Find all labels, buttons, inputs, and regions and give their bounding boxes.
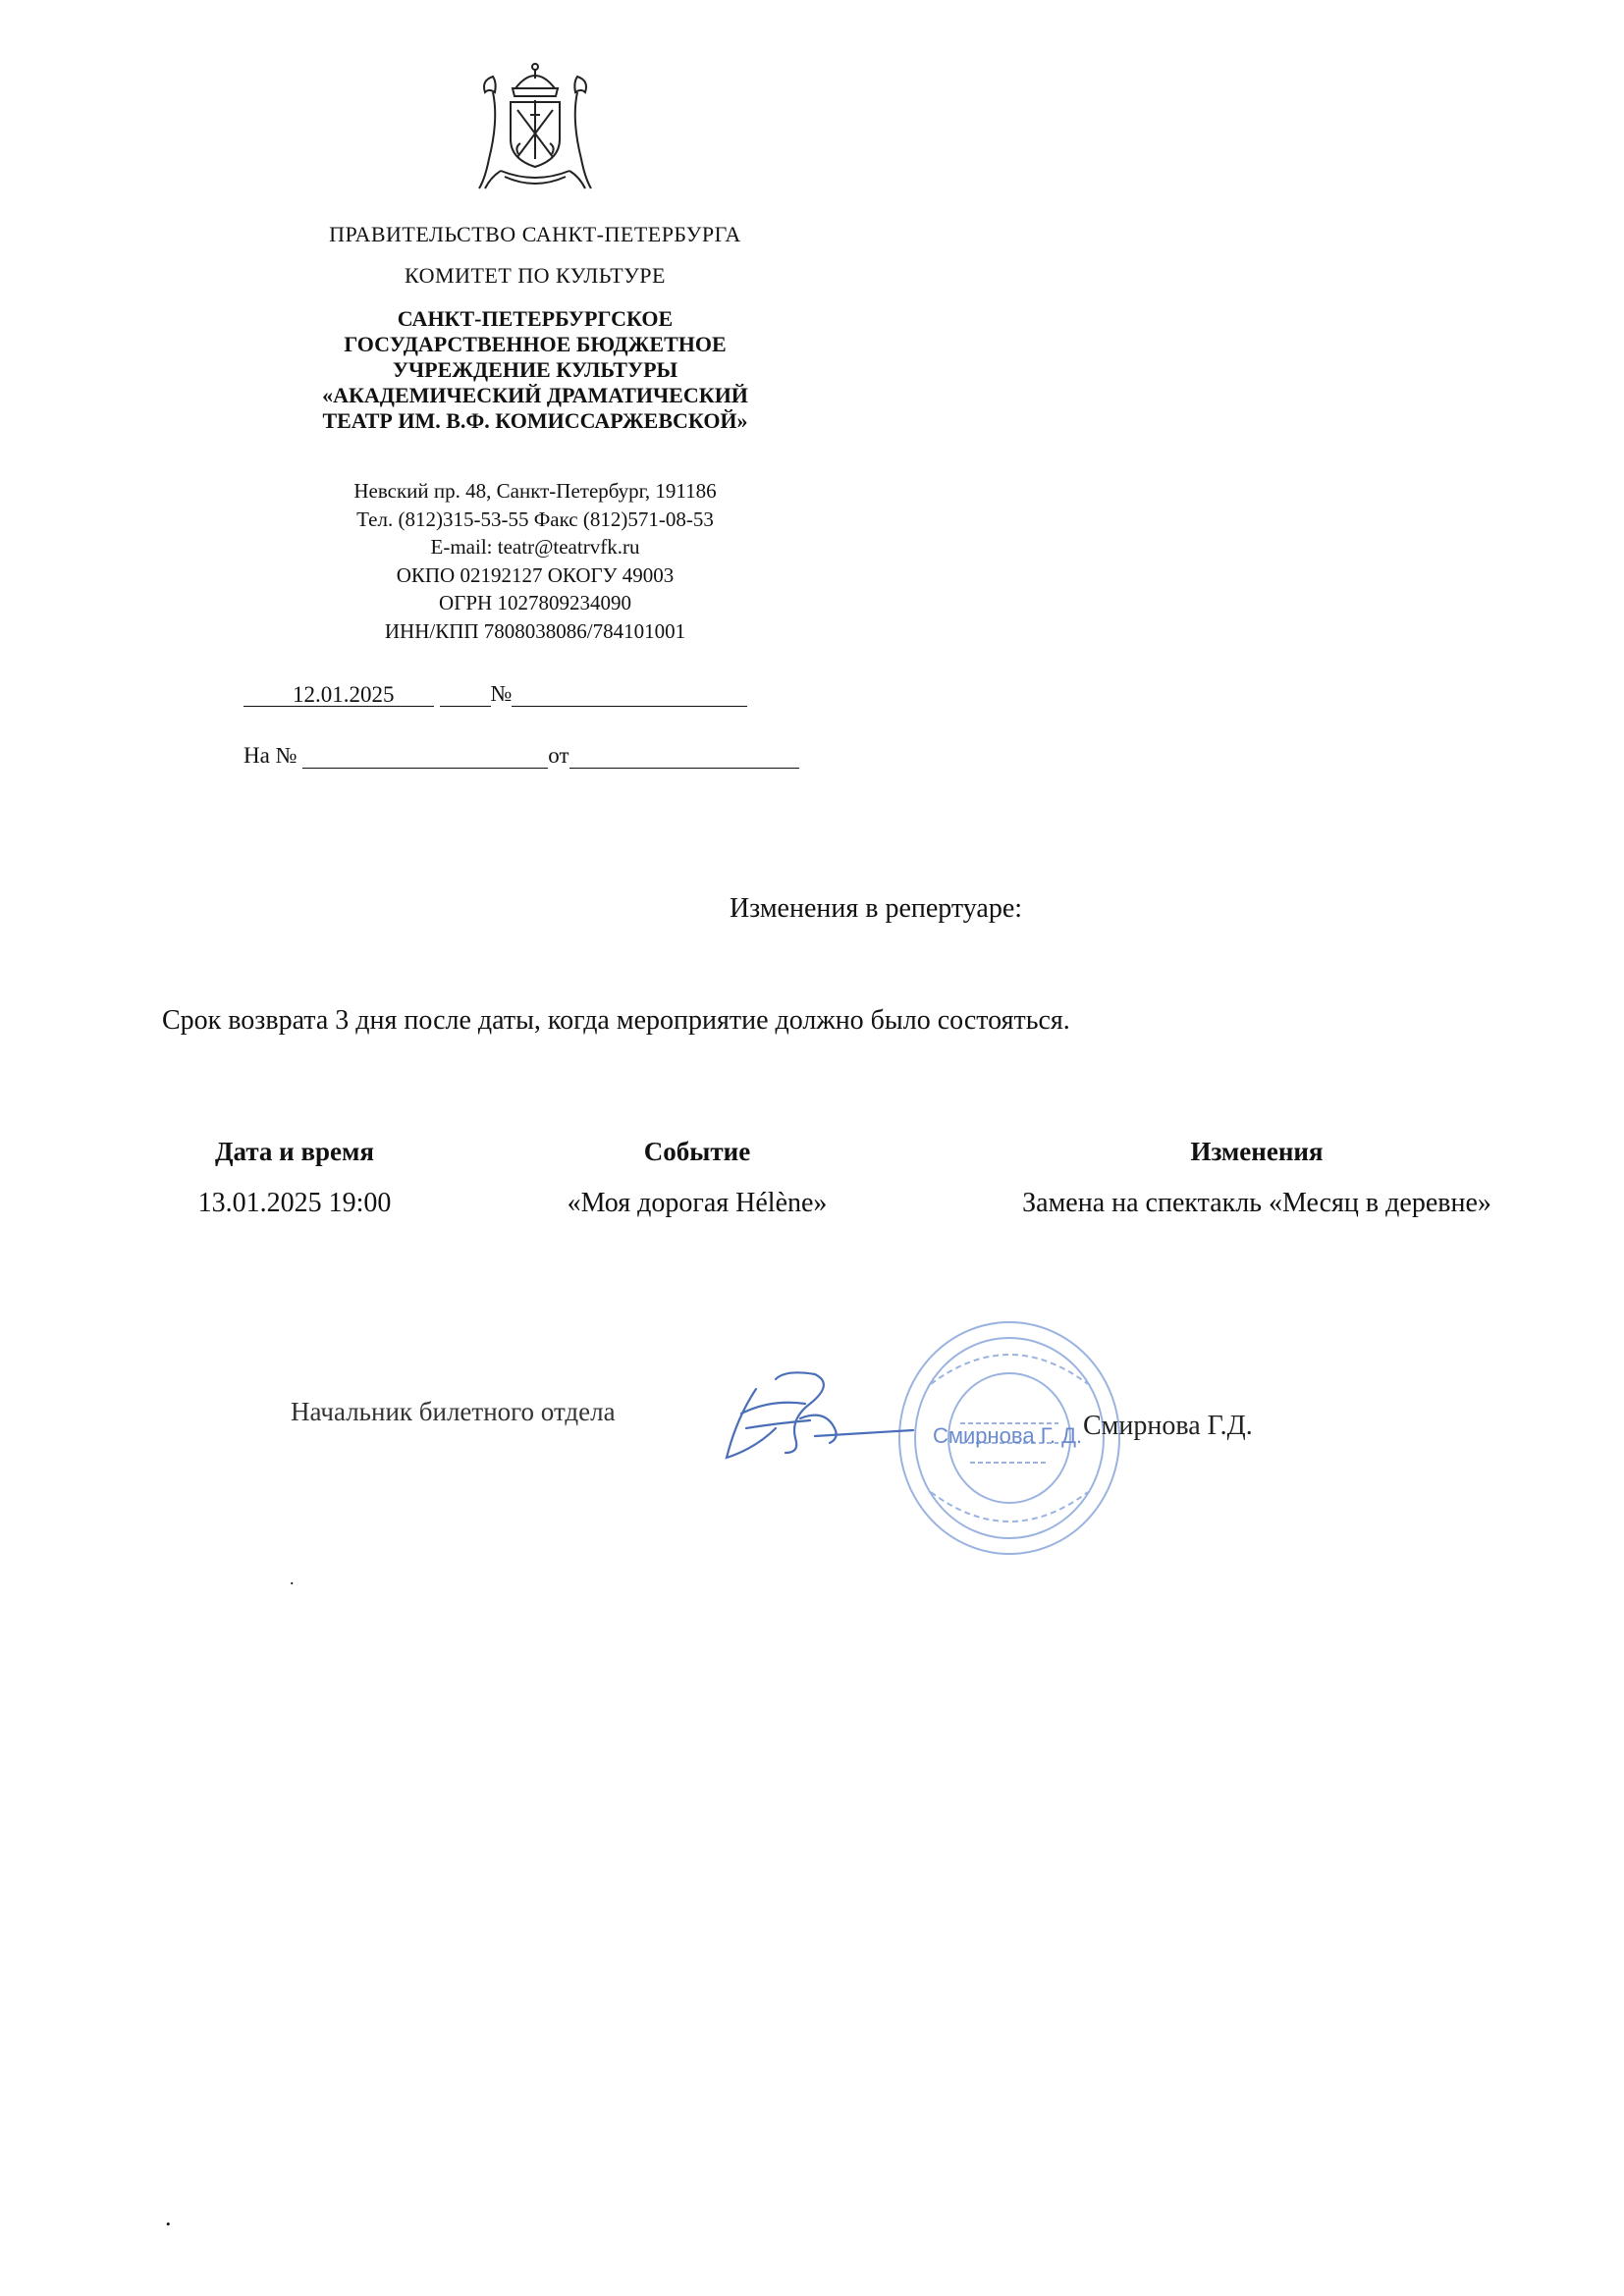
organization-line: «АКАДЕМИЧЕСКИЙ ДРАМАТИЧЕСКИЙ	[322, 383, 748, 407]
table-cell-datetime: 13.01.2025 19:00	[197, 1188, 392, 1218]
inn-kpp: ИНН/КПП 7808038086/784101001	[384, 618, 686, 643]
refund-notice: Срок возврата 3 дня после даты, когда мероприятие должно было состояться.	[162, 1005, 1070, 1036]
ogrn: ОГРН 1027809234090	[439, 591, 631, 614]
government-name: ПРАВИТЕЛЬСТВО САНКТ-ПЕТЕРБУРГА	[329, 222, 741, 246]
signatory-name: Смирнова Г.Д.	[1083, 1411, 1253, 1441]
table-cell-event: «Моя дорогая Hélène»	[567, 1188, 828, 1218]
committee-name: КОМИТЕТ ПО КУЛЬТУРЕ	[405, 263, 666, 288]
number-sign: №	[490, 681, 513, 706]
registration-date-line	[244, 681, 747, 707]
table-header-event: Событие	[643, 1137, 751, 1166]
registration-date: 12.01.2025	[293, 682, 395, 707]
organization-line: УЧРЕЖДЕНИЕ КУЛЬТУРЫ	[392, 357, 678, 382]
reference-prefix: На №	[244, 743, 298, 768]
okpo-okogu: ОКПО 02192127 ОКОГУ 49003	[396, 562, 675, 587]
phone-fax: Тел. (812)315-53-55 Факс (812)571-08-53	[356, 507, 714, 531]
footer-mark: .	[290, 1569, 295, 1588]
footer-mark: .	[165, 2203, 172, 2231]
table-cell-changes: Замена на спектакль «Месяц в деревне»	[1022, 1188, 1491, 1218]
signatory-title: Начальник билетного отдела	[291, 1397, 616, 1426]
coat-of-arms-emblem	[471, 61, 599, 193]
organization-line: ТЕАТР ИМ. В.Ф. КОМИССАРЖЕВСКОЙ»	[322, 408, 748, 433]
document-heading: Изменения в репертуаре:	[729, 893, 1023, 924]
stamp-name: Смирнова Г. Д.	[933, 1423, 1083, 1448]
contact-details	[236, 477, 835, 645]
reference-line	[244, 743, 799, 769]
table-header-datetime: Дата и время	[214, 1137, 375, 1166]
from-label: от	[548, 743, 569, 768]
organization-name	[236, 306, 835, 434]
table-header-changes: Изменения	[1190, 1137, 1324, 1166]
handwritten-signature	[717, 1360, 913, 1477]
email: E-mail: teatr@teatrvfk.ru	[430, 535, 640, 559]
address: Невский пр. 48, Санкт-Петербург, 191186	[353, 479, 717, 503]
organization-line: САНКТ-ПЕТЕРБУРГСКОЕ	[397, 306, 674, 331]
organization-line: ГОСУДАРСТВЕННОЕ БЮДЖЕТНОЕ	[344, 332, 727, 356]
